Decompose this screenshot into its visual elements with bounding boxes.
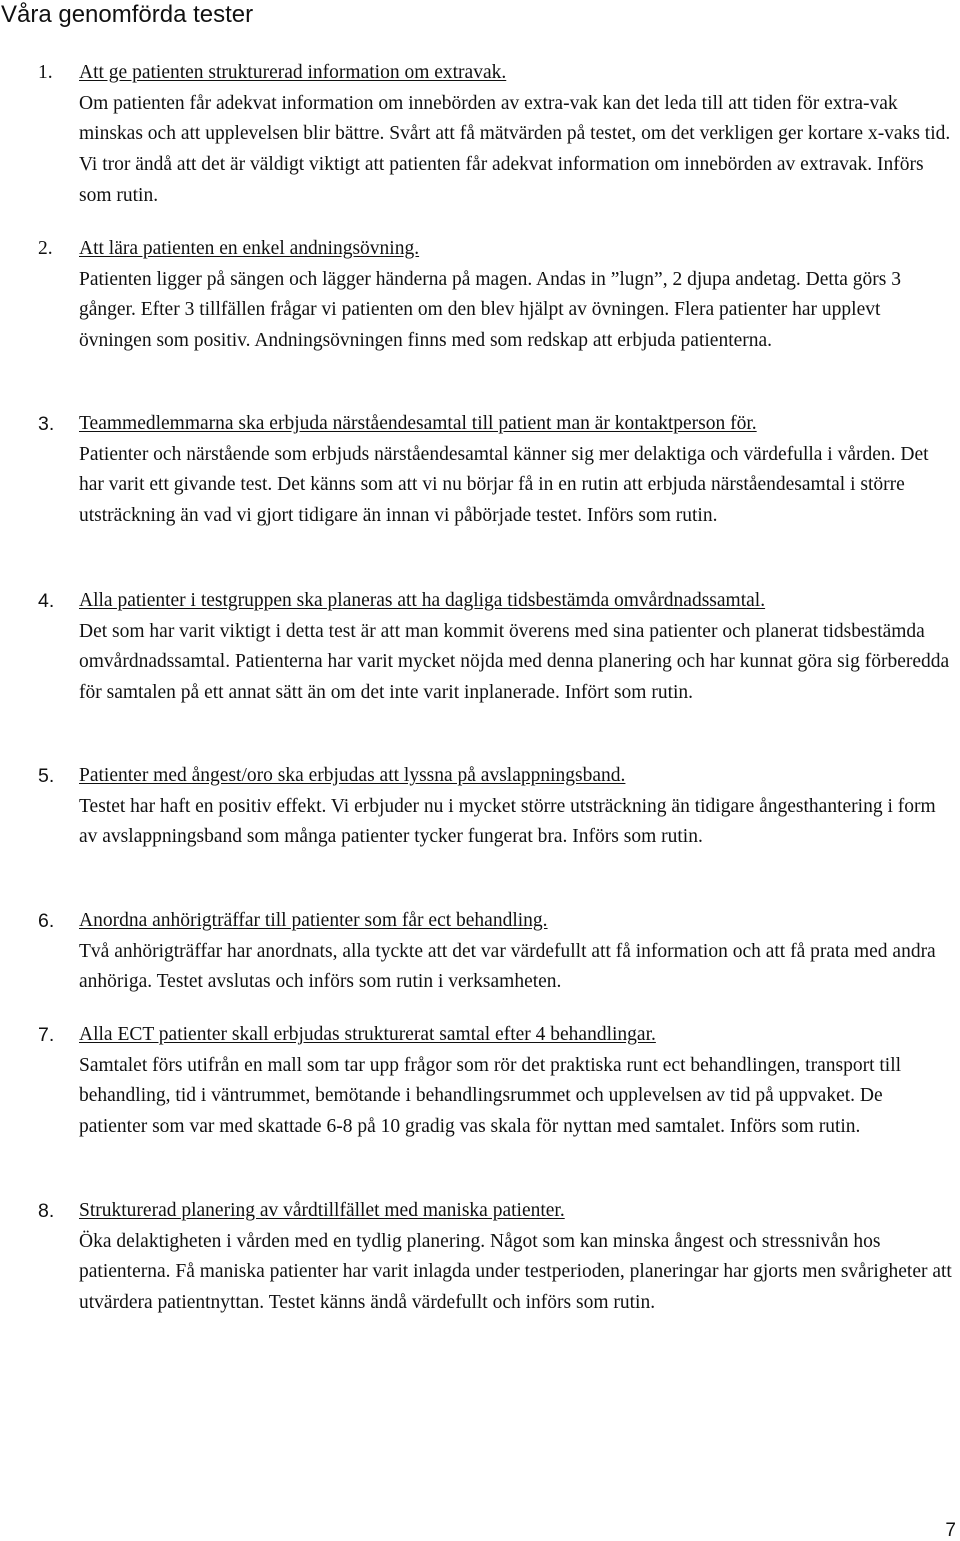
- test-number: 6.: [38, 910, 55, 932]
- test-heading: Strukturerad planering av vårdtillfället med maniska patienter.: [79, 1200, 565, 1221]
- test-body: Det som har varit viktigt i detta test är att man kommit överens med sina patienter och planerat tidsbestämda omvårdnadssamtal. Patienterna har varit mycket nöjda med denna planering och har kunnat göra sig förberedda för samtalen på ett annat sätt än om det inte varit inplanerade. Infört som rutin.: [79, 620, 950, 704]
- test-number: 4.: [38, 590, 55, 612]
- test-heading: Att ge patienten strukturerad information om extravak.: [79, 62, 507, 83]
- test-body: Om patienten får adekvat information om innebörden av extra-vak kan det leda till att tiden för extra-vak minskas och att upplevelsen blir bättre. Svårt att få mätvärden på testet, om det verkligen ger kortare x-vaks tid. Vi tror ändå att det är väldigt viktigt att patienten får adekvat information om innebörden av extravak. Införs som rutin.: [79, 92, 951, 206]
- test-body: Patienten ligger på sängen och lägger händerna på magen. Andas in ”lugn”, 2 djupa andetag. Detta görs 3 gånger. Efter 3 tillfällen frågar vi patienten om den blev hjälpt av övningen. Flera patienter har upplevt övningen som positiv. Andningsövningen finns med som redskap att erbjuda patienterna.: [79, 268, 901, 352]
- test-number: 7.: [38, 1024, 55, 1046]
- test-body: Öka delaktigheten i vården med en tydlig planering. Något som kan minska ångest och stressnivån hos patienterna. Få maniska patienter har varit inlagda under testperioden, planeringar har gjorts men svårigheter att utvärdera patientnyttan. Testet känns ändå värdefullt och införs som rutin.: [79, 1230, 952, 1314]
- test-content: [79, 409, 954, 532]
- test-heading: Alla patienter i testgruppen ska planeras att ha dagliga tidsbestämda omvårdnadssamtal.: [79, 590, 766, 611]
- test-number: 1.: [38, 62, 53, 83]
- test-body: Patienter och närstående som erbjuds närståendesamtal känner sig mer delaktiga och värdefulla i vården. Det har varit ett givande test. Det känns som att vi nu börjar få in en rutin att erbjuda närståendesamtal i större utsträckning än vad vi gjort tidigare än innan vi påbörjade testet. Införs som rutin.: [79, 443, 929, 527]
- test-body: Två anhörigträffar har anordnats, alla tyckte att det var värdefullt att få information och att få prata med andra anhöriga. Testet avslutas och införs som rutin i verksamheten.: [79, 940, 936, 993]
- test-heading: Patienter med ångest/oro ska erbjudas att lyssna på avslappningsband.: [79, 765, 626, 786]
- test-content: [79, 906, 954, 998]
- test-content: [79, 234, 954, 357]
- test-heading: Teammedlemmarna ska erbjuda närståendesamtal till patient man är kontaktperson för.: [79, 413, 757, 434]
- test-body: Testet har haft en positiv effekt. Vi erbjuder nu i mycket större utsträckning än tidigare ångesthantering i form av avslappningsband som många patienter tycker fungerat bra. Införs som rutin.: [79, 795, 936, 848]
- page-number: 7: [945, 1520, 956, 1541]
- test-body: Samtalet förs utifrån en mall som tar upp frågor som rör det praktiska runt ect behandlingen, transport till behandling, tid i väntrummet, bemötande i behandlingsrummet och upplevelsen av tid på uppvaket. De patienter som var med skattade 6-8 på 10 gradig vas skala för nyttan med samtalet. Införs som rutin.: [79, 1054, 902, 1138]
- test-number: 8.: [38, 1200, 55, 1222]
- test-number: 3.: [38, 413, 55, 435]
- test-heading: Alla ECT patienter skall erbjudas strukturerat samtal efter 4 behandlingar.: [79, 1024, 656, 1045]
- test-content: [79, 58, 954, 212]
- test-content: [79, 1020, 954, 1143]
- test-heading: Att lära patienten en enkel andningsövning.: [79, 238, 420, 259]
- page-title: Våra genomförda tester: [1, 1, 254, 28]
- test-content: [79, 1196, 954, 1319]
- test-heading: Anordna anhörigträffar till patienter som får ect behandling.: [79, 910, 548, 931]
- test-content: [79, 586, 954, 709]
- test-number: 5.: [38, 765, 55, 787]
- test-content: [79, 761, 954, 853]
- test-number: 2.: [38, 238, 53, 259]
